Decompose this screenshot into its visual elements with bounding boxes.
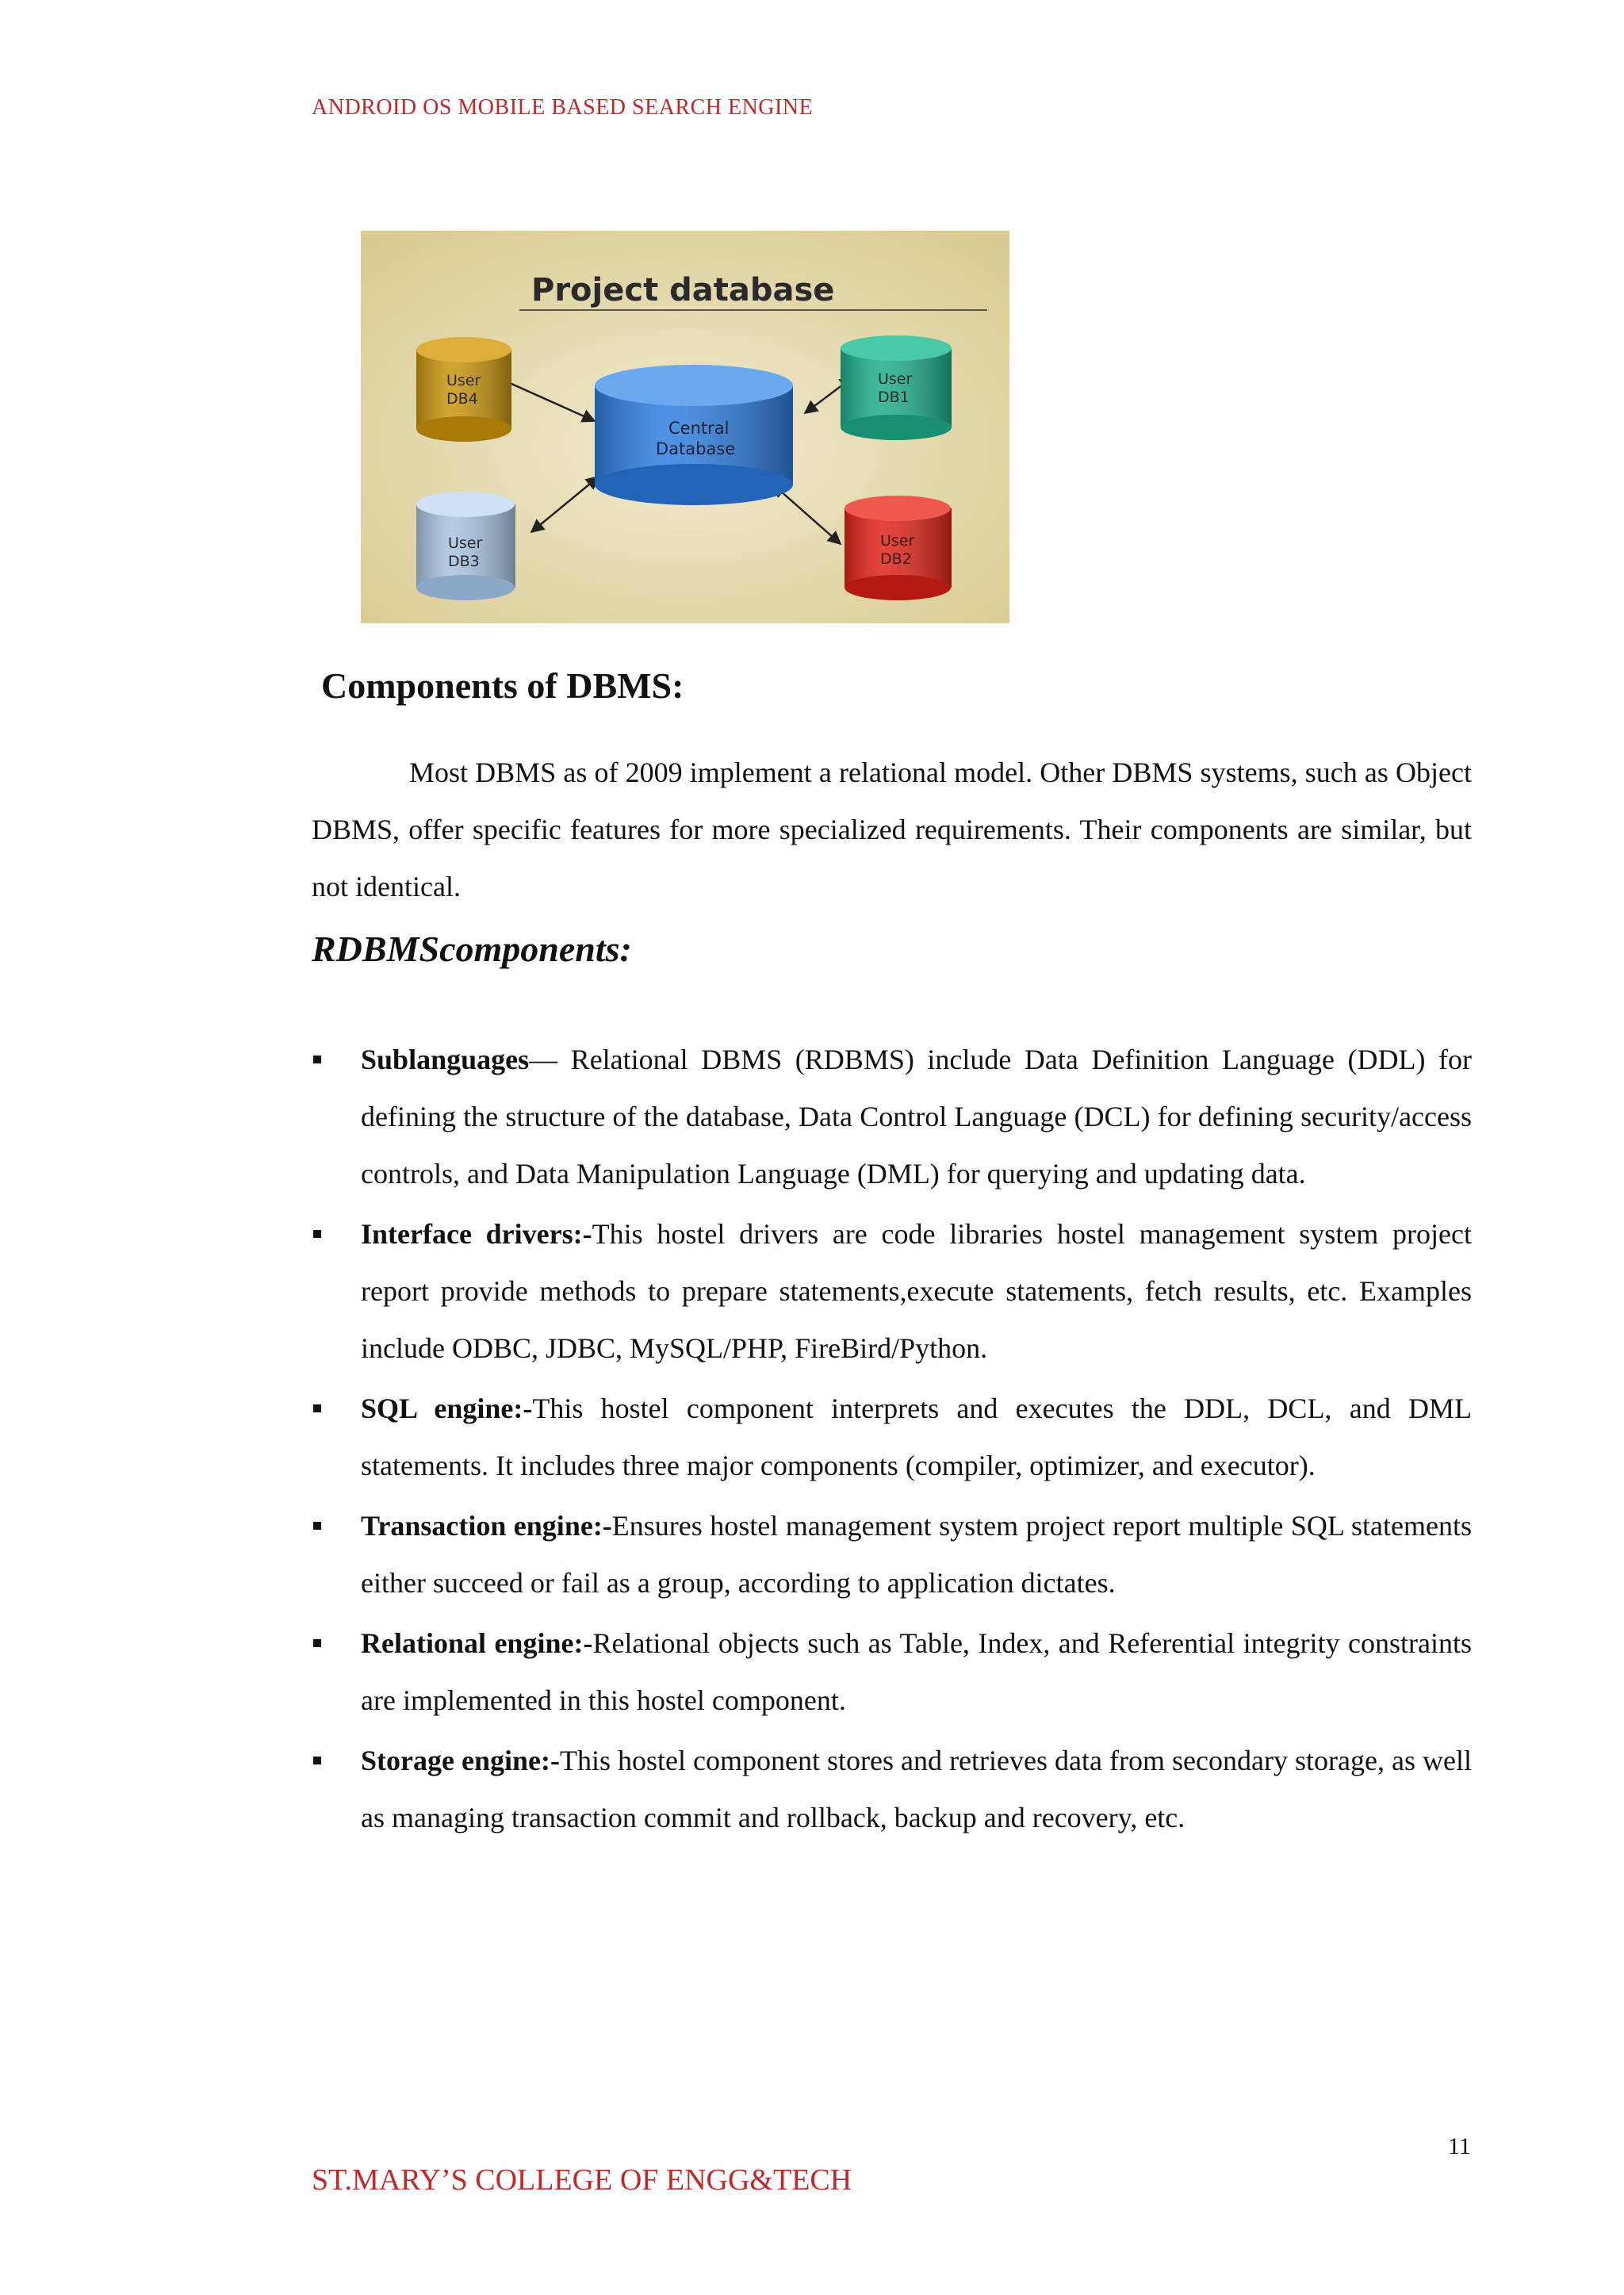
list-item-term: Interface drivers:-	[361, 1218, 592, 1250]
list-item-term: Transaction engine:-	[361, 1510, 612, 1542]
running-footer: ST.MARY’S COLLEGE OF ENGG&TECH	[312, 2163, 852, 2197]
figure-title: Project database	[531, 272, 835, 308]
svg-text:DB2: DB2	[880, 550, 912, 568]
square-bullet-icon	[313, 1757, 321, 1764]
square-bullet-icon	[313, 1522, 321, 1530]
section-heading-rdbms: RDBMScomponents:	[312, 929, 632, 969]
project-database-figure	[361, 231, 1009, 623]
running-header: ANDROID OS MOBILE BASED SEARCH ENGINE	[312, 95, 814, 120]
list-item-text: Ensures hostel management system project report multiple SQL statements either succeed or fail as a group, according to application dictates.	[361, 1510, 1472, 1599]
list-item-text: — Relational DBMS (RDBMS) include Data Definition Language (DDL) for defining the structure of the database, Data Control Language (DCL) for defining security/access controls, and Data Manipulation Language (DML) for querying and updating data.	[361, 1044, 1472, 1190]
square-bullet-icon	[313, 1404, 321, 1412]
svg-text:Database: Database	[656, 439, 736, 458]
list-item-term: Relational engine:-	[361, 1627, 593, 1659]
list-item-text: This hostel component stores and retrieves data from secondary storage, as well as managing transaction commit and rollback, backup and recovery, etc.	[361, 1745, 1472, 1833]
cylinder-central-database	[595, 365, 793, 505]
list-item-term: Storage engine:-	[361, 1745, 560, 1776]
list-item-sublanguages	[312, 1031, 1472, 1202]
cylinder-user-db3	[416, 492, 515, 600]
svg-text:DB1: DB1	[878, 389, 910, 406]
list-item-text: This hostel component interprets and executes the DDL, DCL, and DML statements. It includes three major components (compiler, optimizer, and executor).	[361, 1393, 1472, 1481]
square-bullet-icon	[313, 1639, 321, 1647]
svg-text:DB3: DB3	[448, 553, 480, 570]
svg-text:Central: Central	[668, 419, 730, 438]
list-item-text: This hostel drivers are code libraries hostel management system project report provide methods to prepare statements,execute statements, fetch results, etc. Examples include ODBC, JDBC, MySQL/PHP, FireBird/Python.	[361, 1218, 1472, 1364]
list-item-relational-engine	[312, 1615, 1472, 1729]
list-item-sql-engine	[312, 1380, 1472, 1494]
section-heading-components: Components of DBMS:	[321, 665, 684, 706]
list-item-term: SQL engine:-	[361, 1393, 533, 1424]
square-bullet-icon	[313, 1056, 321, 1063]
list-item-storage-engine	[312, 1732, 1472, 1846]
cylinder-user-db1	[841, 335, 952, 440]
svg-text:User: User	[446, 372, 481, 389]
page-number: 11	[1448, 2133, 1471, 2159]
intro-paragraph	[312, 744, 1472, 915]
intro-paragraph-text: Most DBMS as of 2009 implement a relational model. Other DBMS systems, such as Object DBMS, offer specific features for more specialized requirements. Their components are similar, but not identical.	[312, 757, 1472, 902]
list-item-interface-drivers	[312, 1205, 1472, 1377]
svg-text:User: User	[880, 532, 915, 550]
svg-text:User: User	[878, 370, 913, 388]
cylinder-user-db2	[845, 496, 952, 600]
cylinder-user-db4	[416, 337, 511, 442]
list-item-term: Sublanguages	[361, 1044, 530, 1075]
list-item-text: Relational objects such as Table, Index, and Referential integrity constraints are implemented in this hostel component.	[361, 1627, 1472, 1716]
svg-text:User: User	[448, 534, 483, 552]
rdbms-component-list	[312, 1031, 1472, 1849]
list-item-transaction-engine	[312, 1497, 1472, 1611]
square-bullet-icon	[313, 1230, 321, 1238]
svg-text:DB4: DB4	[446, 390, 478, 408]
